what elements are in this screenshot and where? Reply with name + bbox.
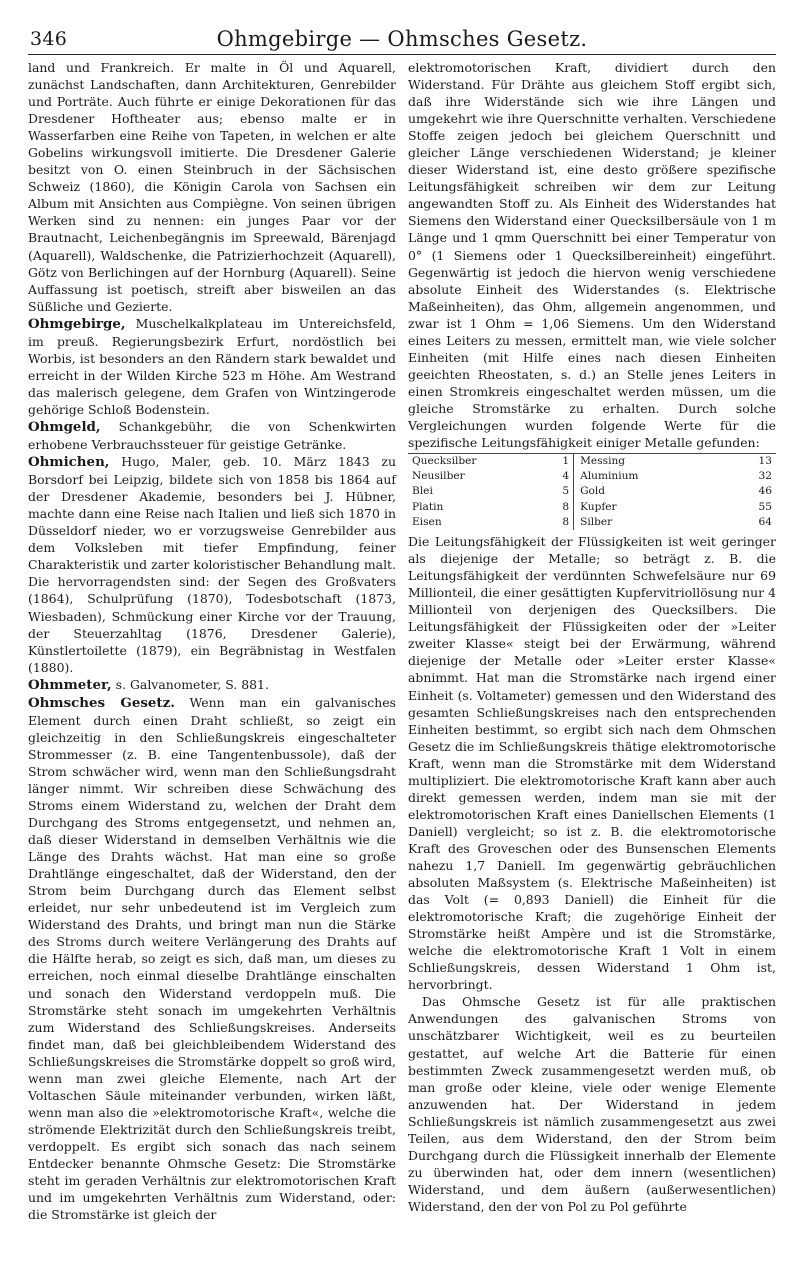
- metal-name: Blei: [412, 485, 433, 498]
- left-column: [28, 59, 396, 1223]
- right-column: [408, 59, 776, 1223]
- dictionary-entry: [28, 315, 396, 418]
- table-row: [408, 454, 776, 470]
- metal-name: Quecksilber: [408, 454, 540, 470]
- table-row: [408, 515, 776, 530]
- metals-conductivity-table: [408, 453, 776, 530]
- metal-value: 5: [540, 484, 573, 499]
- metal-name: Eisen: [412, 515, 442, 528]
- entry-text: s. Galvanometer, S. 881.: [111, 676, 269, 692]
- text-paragraph: [408, 533, 776, 993]
- entry-headword: Ohmgebirge,: [28, 315, 126, 332]
- metal-name: Gold: [580, 485, 606, 498]
- metal-value: 8: [540, 515, 573, 530]
- metal-value: 64: [758, 515, 772, 528]
- table-row: [408, 469, 776, 484]
- text-paragraph: [28, 59, 396, 315]
- page-header: [28, 26, 776, 55]
- metal-name: Kupfer: [580, 500, 617, 513]
- right-column-lower: [408, 533, 776, 1215]
- entry-text: land und Frankreich. Er malte in Öl und Aquarell, zunächst Landschaften, dann Architekturen, Genrebilder und Porträte. Auch führte er einige Dekorationen für das Dresdener Hoftheater aus; ebenso malte er in Wasserfarben eine Reihe von Tapeten, in welchen er alte Gobelins wirkungsvoll imitierte. Die Dresdener Galerie besitzt von O. einen Steinbruch in der Sächsischen Schweiz (1860), die Königin Carola von Sachsen ein Album mit Ansichten aus Compiègne. Von seinen übrigen Werken sind zu nennen: ein junges Paar vor der Brautnacht, Leichenbegängnis im Spreewald, Bärenjagd (Aquarell), Waldschenke, die Patrizierhochzeit (Aquarell), Götz von Berlichingen auf der Hornburg (Aquarell). Seine Auffassung ist poetisch, streift aber bisweilen an das Süßliche und Gezierte.: [28, 60, 396, 314]
- entry-text: Muschelkalkplateau im Untereichsfeld, im preuß. Regierungsbezirk Erfurt, nordöstlich bei Worbis, ist besonders an den Rändern stark bewaldet und erreicht in der Wilden Kirche 523 m Höhe. Am Westrand das malerisch gelegene, dem Grafen von Wintzingerode gehörige Schloß Bodenstein.: [28, 315, 396, 417]
- table-row: [408, 484, 776, 499]
- text-columns: [28, 59, 776, 1223]
- table-row: [408, 500, 776, 515]
- text-paragraph: [408, 59, 776, 451]
- dictionary-entry: [28, 694, 396, 1223]
- right-column-upper: [408, 59, 776, 451]
- metal-value: 4: [540, 469, 573, 484]
- entry-text: Das Ohmsche Gesetz ist für alle praktischen Anwendungen des galvanischen Stroms von unschätzbarer Wichtigkeit, weil es zu beurteilen gestattet, auf welche Art die Batterie für einen bestimmten Zweck zusammengesetzt werden muß, ob man große oder kleine, viele oder wenige Elemente anzuwenden hat. Der Widerstand in jedem Schließungskreis ist nämlich zusammengesetzt aus zwei Teilen, aus dem Widerstand, den der Strom beim Durchgang durch die Flüssigkeit innerhalb der Elemente zu überwinden hat, oder dem innern (wesentlichen) Widerstand, und dem äußern (außerwesentlichen) Widerstand, den der von Pol zu Pol geführte: [408, 994, 776, 1214]
- entry-headword: Ohmsches Gesetz.: [28, 694, 175, 711]
- dictionary-entry: [28, 676, 396, 694]
- running-title: Ohmgebirge — Ohmsches Gesetz.: [216, 27, 588, 51]
- metal-name: Aluminium: [580, 470, 639, 483]
- metal-value: 13: [743, 454, 776, 470]
- entry-text: Schankgebühr, die von Schenkwirten erhobene Verbrauchssteuer für geistige Getränke.: [28, 418, 396, 453]
- page-number: 346: [30, 28, 68, 50]
- metal-value: 8: [540, 500, 573, 515]
- entry-text: Wenn man ein galvanisches Element durch einen Draht schließt, so zeigt ein gleichzeitig in den Schließungskreis eingeschalteter Strommesser (z. B. eine Tangentenbussole), daß der Strom schwächer wird, wenn man den Schließungsdraht länger nimmt. Wir schreiben diese Schwächung des Stroms einem Widerstand zu, welchen der Draht dem Durchgang des Stroms entgegensetzt, und nehmen an, daß dieser Widerstand in demselben Verhältnis wie die Länge des Drahts wächst. Hat man eine so große Drahtlänge eingeschaltet, daß der Widerstand, den der Strom beim Durchgang durch das Element selbst erleidet, nur sehr unbedeutend ist im Vergleich zum Widerstand des Drahts, und bringt man nun die Stärke des Stroms durch weitere Verlängerung des Drahts auf die Hälfte herab, so zeigt es sich, daß man, um dieses zu erreichen, noch einmal dieselbe Drahtlänge einschalten und sonach den Widerstand verdoppeln muß. Die Stromstärke steht sonach im umgekehrten Verhältnis zum Widerstand des Schließungskreises. Anderseits findet man, daß bei gleichbleibendem Widerstand des Schließungskreises die Stromstärke doppelt so groß wird, wenn man zwei gleiche Elemente, nach Art der Voltaschen Säule miteinander verbunden, wirken läßt, wenn man also die »elektromotorische Kraft«, welche die strömende Elektrizität durch den Schließungskreis treibt, verdoppelt. Es ergibt sich sonach das nach seinem Entdecker benannte Ohmsche Gesetz: Die Stromstärke steht im geraden Verhältnis zur elektromotorischen Kraft und im umgekehrten Verhältnis zum Widerstand, oder: die Stromstärke ist gleich der: [28, 694, 397, 1223]
- metal-name: Messing: [574, 454, 743, 470]
- dictionary-entry: [28, 453, 396, 676]
- metal-value: 32: [758, 470, 772, 483]
- entry-text: elektromotorischen Kraft, dividiert durch den Widerstand. Für Drähte aus gleichem Stoff ergibt sich, daß ihre Widerstände sich wie ihre Längen und umgekehrt wie ihre Querschnitte verhalten. Verschiedene Stoffe zeigen jedoch bei gleichem Querschnitt und gleicher Länge verschiedenen Widerstand; je kleiner dieser Widerstand ist, eine desto größere spezifische Leitungsfähigkeit schreiben wir dem zur Leitung angewandten Stoff zu. Als Einheit des Widerstandes hat Siemens den Widerstand einer Quecksilbersäule von 1 m Länge und 1 qmm Querschnitt bei einer Temperatur von 0° (1 Siemens oder 1 Quecksilbereinheit) eingeführt. Gegenwärtig ist jedoch die hiervon wenig verschiedene absolute Einheit des Widerstandes (s. Elektrische Maßeinheiten), das Ohm, allgemein angenommen, und zwar ist 1 Ohm = 1,06 Siemens. Um den Widerstand eines Leiters zu messen, ermittelt man, wie viele solcher Einheiten (mit Hilfe eines nach diesen Einheiten geeichten Rheostaten, s. d.) an Stelle jenes Leiters in einen Stromkreis eingeschaltet werden müssen, um die gleiche Stromstärke zu erhalten. Durch solche Vergleichungen wurden folgende Werte für die spezifische Leitungsfähigkeit einiger Metalle gefunden:: [408, 60, 776, 451]
- metal-value: 1: [540, 454, 573, 470]
- metal-name: Silber: [580, 515, 613, 528]
- entry-text: Die Leitungsfähigkeit der Flüssigkeiten ist weit geringer als diejenige der Metalle; so beträgt z. B. die Leitungsfähigkeit der verdünnten Schwefelsäure nur 69 Millionteil, die einer gesättigten Kupfervitriollösung nur 4 Millionteil von derjenigen des Quecksilbers. Die Leitungsfähigkeit der Flüssigkeiten oder der »Leiter zweiter Klasse« steigt bei der Erwärmung, während diejenige der Metalle oder »Leiter erster Klasse« abnimmt. Hat man die Stromstärke nach irgend einer Einheit (s. Voltameter) gemessen und den Widerstand des gesamten Schließungskreises nach den entsprechenden Einheiten bestimmt, so ergibt sich nach dem Ohmschen Gesetz die im Schließungskreis thätige elektromotorische Kraft, wenn man die Stromstärke mit dem Widerstand multipliziert. Die elektromotorische Kraft kann aber auch direkt gemessen werden, indem man sie mit der elektromotorischen Kraft eines Daniellschen Elements (1 Daniell) vergleicht; so ist z. B. die elektromotorische Kraft des Groveschen oder des Bunsenschen Elements nahezu 1,7 Daniell. Im gegenwärtig gebräuchlichen absoluten Maßsystem (s. Elektrische Maßeinheiten) ist das Volt (= 0,893 Daniell) die Einheit für die elektromotorische Kraft; die zugehörige Einheit der Stromstärke heißt Ampère und ist die Stromstärke, welche die elektromotorische Kraft 1 Volt in einem Schließungskreis, dessen Widerstand 1 Ohm ist, hervorbringt.: [408, 534, 776, 993]
- dictionary-entry: [28, 418, 396, 453]
- metal-name: Neusilber: [412, 470, 465, 483]
- text-paragraph: [408, 993, 776, 1215]
- metal-value: 55: [758, 500, 772, 513]
- metal-name: Platin: [412, 500, 444, 513]
- entry-headword: Ohmichen,: [28, 454, 110, 471]
- entry-headword: Ohmgeld,: [28, 418, 101, 435]
- entry-text: Hugo, Maler, geb. 10. März 1843 zu Borsdorf bei Leipzig, bildete sich von 1858 bis 1864 auf der Dresdener Akademie, besonders bei J. Hübner, machte dann eine Reise nach Italien und ließ sich 1870 in Düsseldorf nieder, wo er vorzugsweise Genrebilder aus dem Volksleben mit tiefer Empfindung, feiner Charakteristik und zarter koloristischer Behandlung malt. Die hervorragendsten sind: der Segen des Großvaters (1864), Schulprüfung (1870), Todesbotschaft (1873, Wiesbaden), Schmückung einer Kirche vor der Trauung, der Steuerzahltag (1876, Dresdener Galerie), Künstlertoilette (1879), ein Begräbnistag in Westfalen (1880).: [28, 454, 396, 675]
- metal-value: 46: [758, 485, 772, 498]
- entry-headword: Ohmmeter,: [28, 676, 112, 693]
